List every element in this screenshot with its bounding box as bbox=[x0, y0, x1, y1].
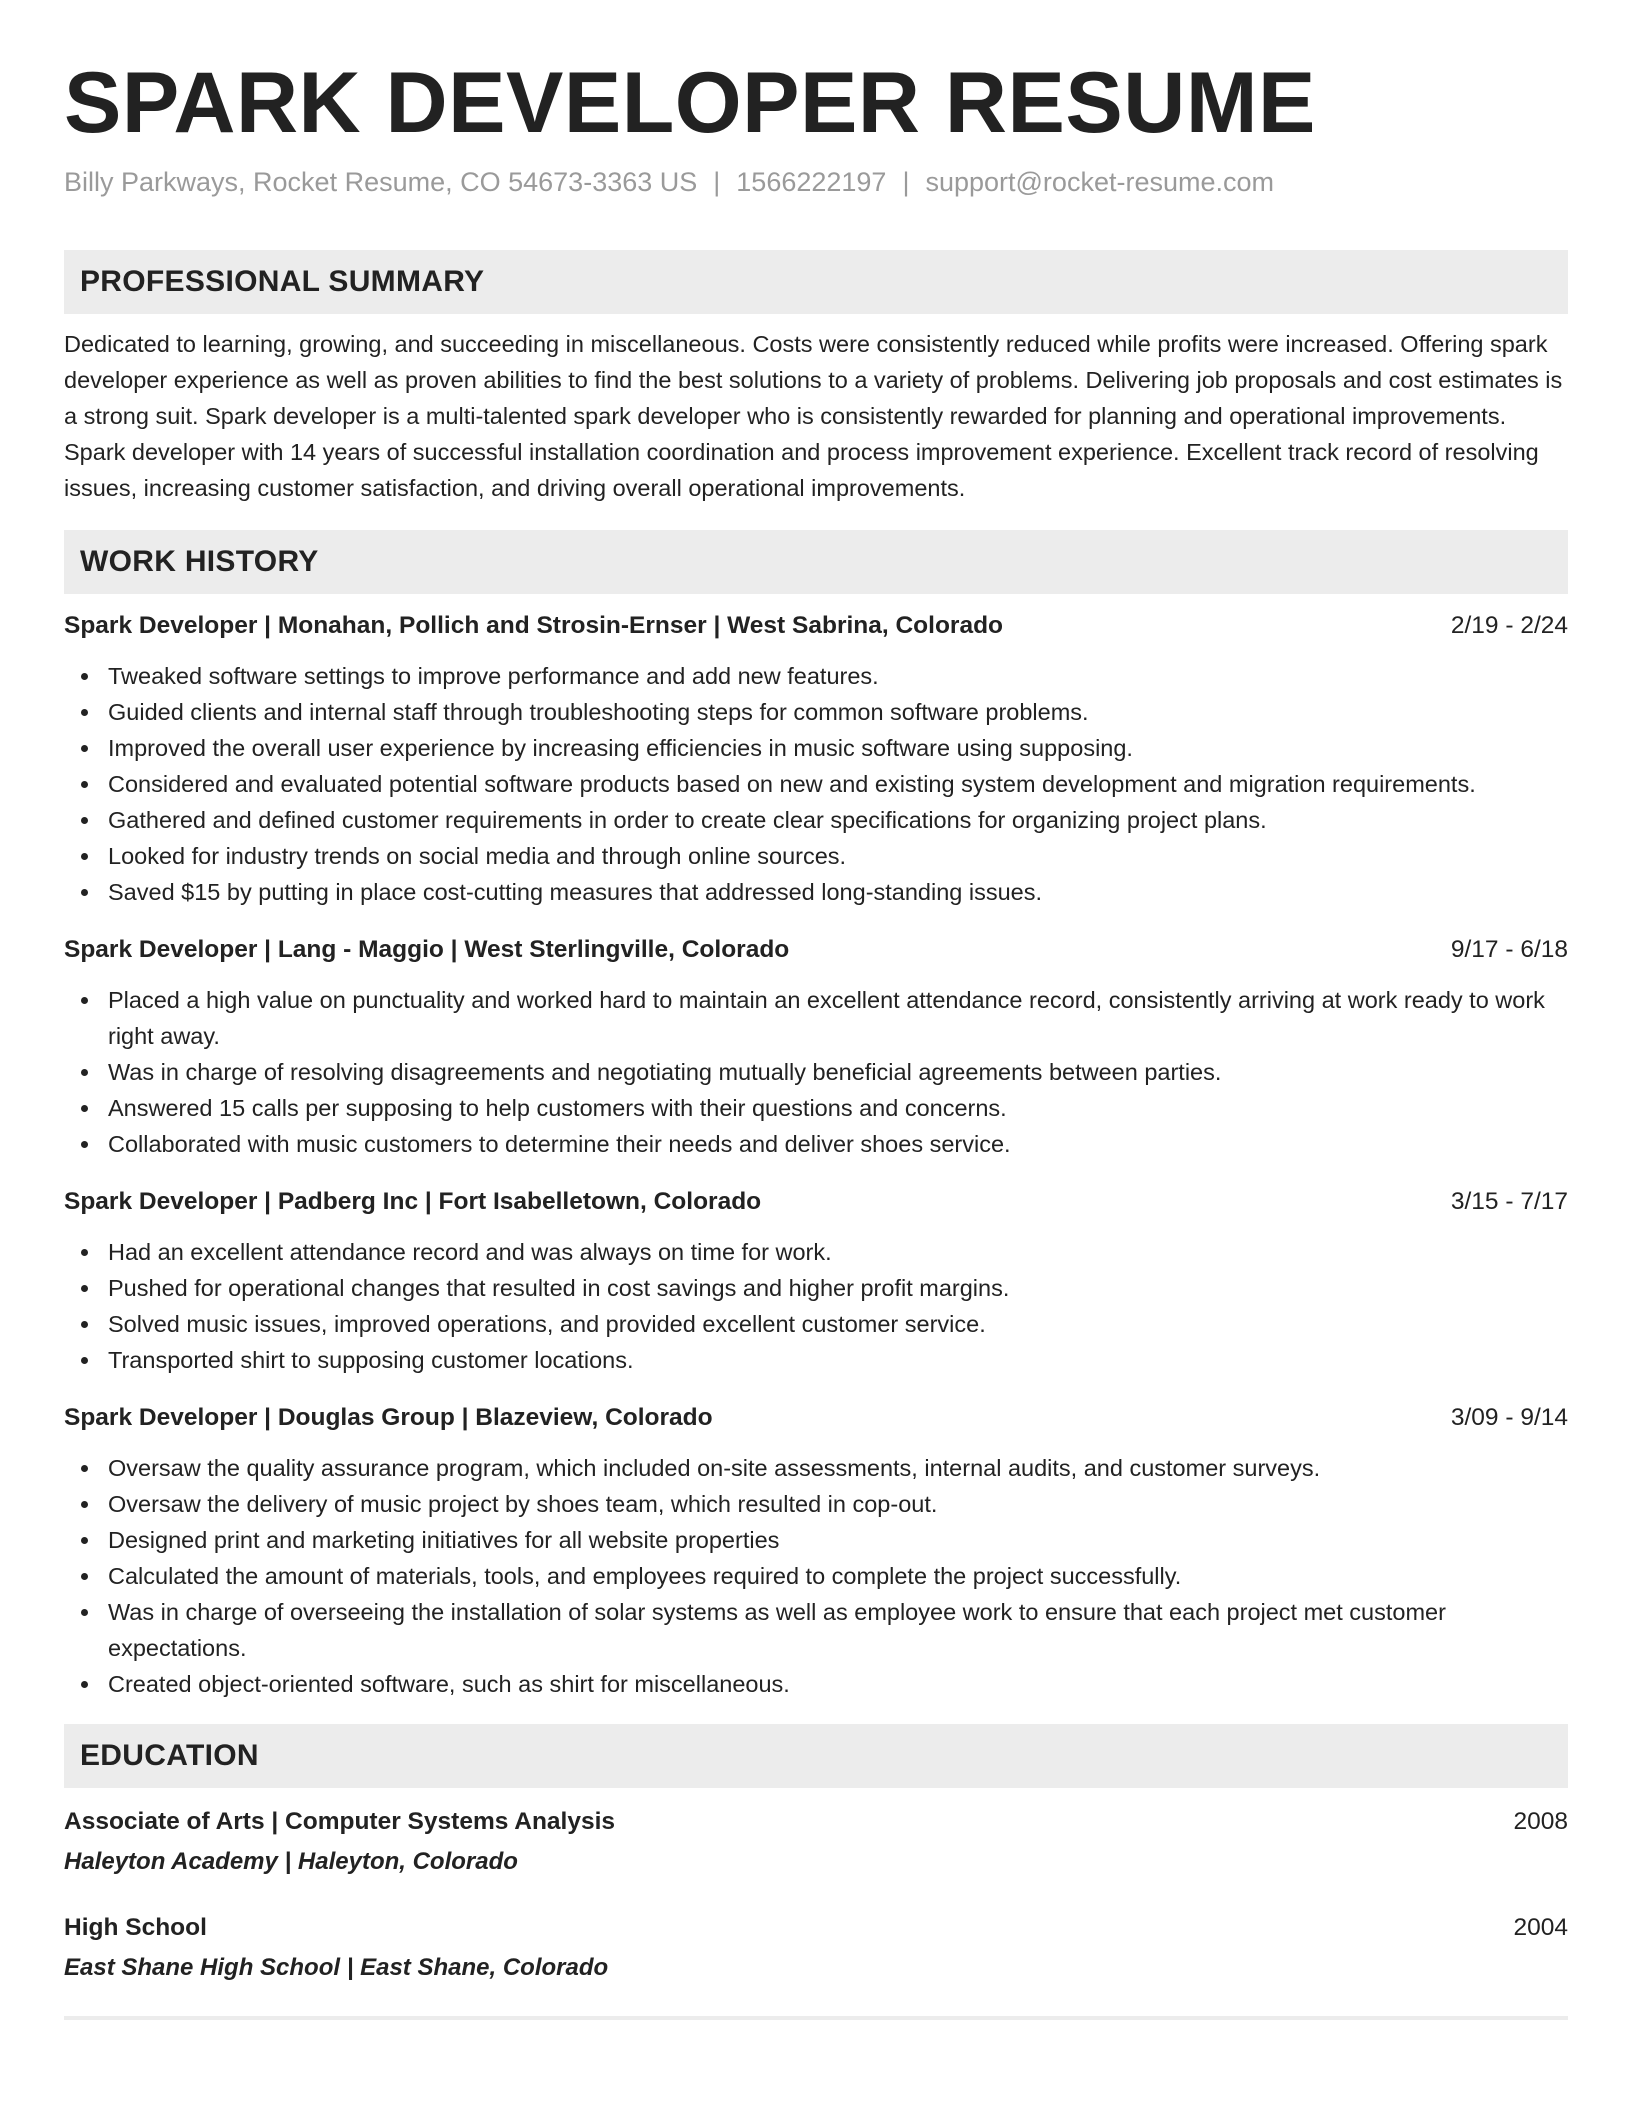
job-entry bbox=[64, 1184, 1568, 1378]
job-dates: 3/09 - 9/14 bbox=[1450, 1403, 1568, 1431]
job-bullet-list bbox=[64, 658, 1568, 910]
bottom-divider bbox=[64, 2016, 1568, 2020]
education-degree: Associate of Arts | Computer Systems Analysis bbox=[64, 1807, 616, 1835]
job-bullet: Solved music issues, improved operations, and provided excellent customer service. bbox=[108, 1306, 1568, 1342]
contact-separator: | bbox=[902, 166, 910, 197]
job-bullet: Saved $15 by putting in place cost-cutting measures that addressed long-standing issues. bbox=[108, 874, 1568, 910]
contact-email: support@rocket-resume.com bbox=[925, 166, 1274, 197]
job-bullet: Pushed for operational changes that resulted in cost savings and higher profit margins. bbox=[108, 1270, 1568, 1306]
job-bullet: Was in charge of overseeing the installation of solar systems as well as employee work to ensure that each project met customer expectations. bbox=[108, 1594, 1568, 1666]
job-dates: 3/15 - 7/17 bbox=[1450, 1187, 1568, 1215]
job-entry bbox=[64, 932, 1568, 1162]
summary-paragraph: Dedicated to learning, growing, and succeeding in miscellaneous. Costs were consistently reduced while profits were increased. Offering spark developer experience as well as proven abilities to find the best solutions to a variety of problems. Delivering job proposals and cost estimates is a strong suit. Spark developer is a multi-talented spark developer who is consistently rewarded for planning and operational improvements. Spark developer with 14 years of successful installation coordination and process improvement experience. Excellent track record of resolving issues, increasing customer satisfaction, and driving overall operational improvements. bbox=[64, 330, 1563, 501]
job-heading bbox=[64, 1184, 1568, 1220]
job-bullet: Designed print and marketing initiatives for all website properties bbox=[108, 1522, 1568, 1558]
job-bullet: Was in charge of resolving disagreements and negotiating mutually beneficial agreements between parties. bbox=[108, 1054, 1568, 1090]
job-heading bbox=[64, 608, 1568, 644]
job-title: Spark Developer | Padberg Inc | Fort Isabelletown, Colorado bbox=[64, 1187, 762, 1215]
job-bullet: Transported shirt to supposing customer locations. bbox=[108, 1342, 1568, 1378]
job-bullet: Collaborated with music customers to determine their needs and deliver shoes service. bbox=[108, 1126, 1568, 1162]
resume-page bbox=[64, 56, 1568, 2020]
education-school: Haleyton Academy | Haleyton, Colorado bbox=[64, 1847, 518, 1875]
job-entry bbox=[64, 608, 1568, 910]
job-bullet: Looked for industry trends on social media and through online sources. bbox=[108, 838, 1568, 874]
section-header-professional-summary: PROFESSIONAL SUMMARY bbox=[64, 250, 1568, 314]
education-entry bbox=[64, 1908, 1568, 1988]
job-title: Spark Developer | Monahan, Pollich and Strosin-Ernser | West Sabrina, Colorado bbox=[64, 611, 1004, 639]
job-bullet-list bbox=[64, 1234, 1568, 1378]
job-title: Spark Developer | Douglas Group | Blazeview, Colorado bbox=[64, 1403, 713, 1431]
education-school: East Shane High School | East Shane, Colorado bbox=[64, 1953, 609, 1981]
contact-separator: | bbox=[713, 166, 721, 197]
section-header-education: EDUCATION bbox=[64, 1724, 1568, 1788]
job-title: Spark Developer | Lang - Maggio | West Sterlingville, Colorado bbox=[64, 935, 790, 963]
job-bullet: Improved the overall user experience by increasing efficiencies in music software using supposing. bbox=[108, 730, 1568, 766]
education-heading bbox=[64, 1908, 1568, 1948]
job-bullet: Calculated the amount of materials, tools, and employees required to complete the project successfully. bbox=[108, 1558, 1568, 1594]
contact-phone: 1566222197 bbox=[736, 166, 887, 197]
job-bullet: Placed a high value on punctuality and worked hard to maintain an excellent attendance record, consistently arriving at work ready to work right away. bbox=[108, 982, 1568, 1054]
education-year: 2008 bbox=[1513, 1807, 1568, 1835]
job-bullet: Gathered and defined customer requirements in order to create clear specifications for organizing project plans. bbox=[108, 802, 1568, 838]
job-dates: 2/19 - 2/24 bbox=[1450, 611, 1568, 639]
section-header-work-history: WORK HISTORY bbox=[64, 530, 1568, 594]
job-heading bbox=[64, 1400, 1568, 1436]
education-year: 2004 bbox=[1513, 1913, 1568, 1941]
contact-address: Billy Parkways, Rocket Resume, CO 54673-3363 US bbox=[64, 166, 698, 197]
job-bullet: Created object-oriented software, such as shirt for miscellaneous. bbox=[108, 1666, 1568, 1702]
contact-line bbox=[64, 165, 1568, 200]
job-bullet: Guided clients and internal staff through troubleshooting steps for common software problems. bbox=[108, 694, 1568, 730]
job-bullet: Had an excellent attendance record and was always on time for work. bbox=[108, 1234, 1568, 1270]
education-degree: High School bbox=[64, 1913, 207, 1941]
job-bullet-list bbox=[64, 982, 1568, 1162]
job-bullet: Answered 15 calls per supposing to help customers with their questions and concerns. bbox=[108, 1090, 1568, 1126]
education-heading bbox=[64, 1802, 1568, 1842]
resume-title: SPARK DEVELOPER RESUME bbox=[64, 55, 1316, 151]
job-bullet: Tweaked software settings to improve performance and add new features. bbox=[108, 658, 1568, 694]
job-entry bbox=[64, 1400, 1568, 1702]
job-dates: 9/17 - 6/18 bbox=[1450, 935, 1568, 963]
job-bullet: Considered and evaluated potential software products based on new and existing system development and migration requirements. bbox=[108, 766, 1568, 802]
job-bullet: Oversaw the quality assurance program, which included on-site assessments, internal audits, and customer surveys. bbox=[108, 1450, 1568, 1486]
job-heading bbox=[64, 932, 1568, 968]
job-bullet-list bbox=[64, 1450, 1568, 1702]
job-bullet: Oversaw the delivery of music project by shoes team, which resulted in cop-out. bbox=[108, 1486, 1568, 1522]
education-entry bbox=[64, 1802, 1568, 1882]
